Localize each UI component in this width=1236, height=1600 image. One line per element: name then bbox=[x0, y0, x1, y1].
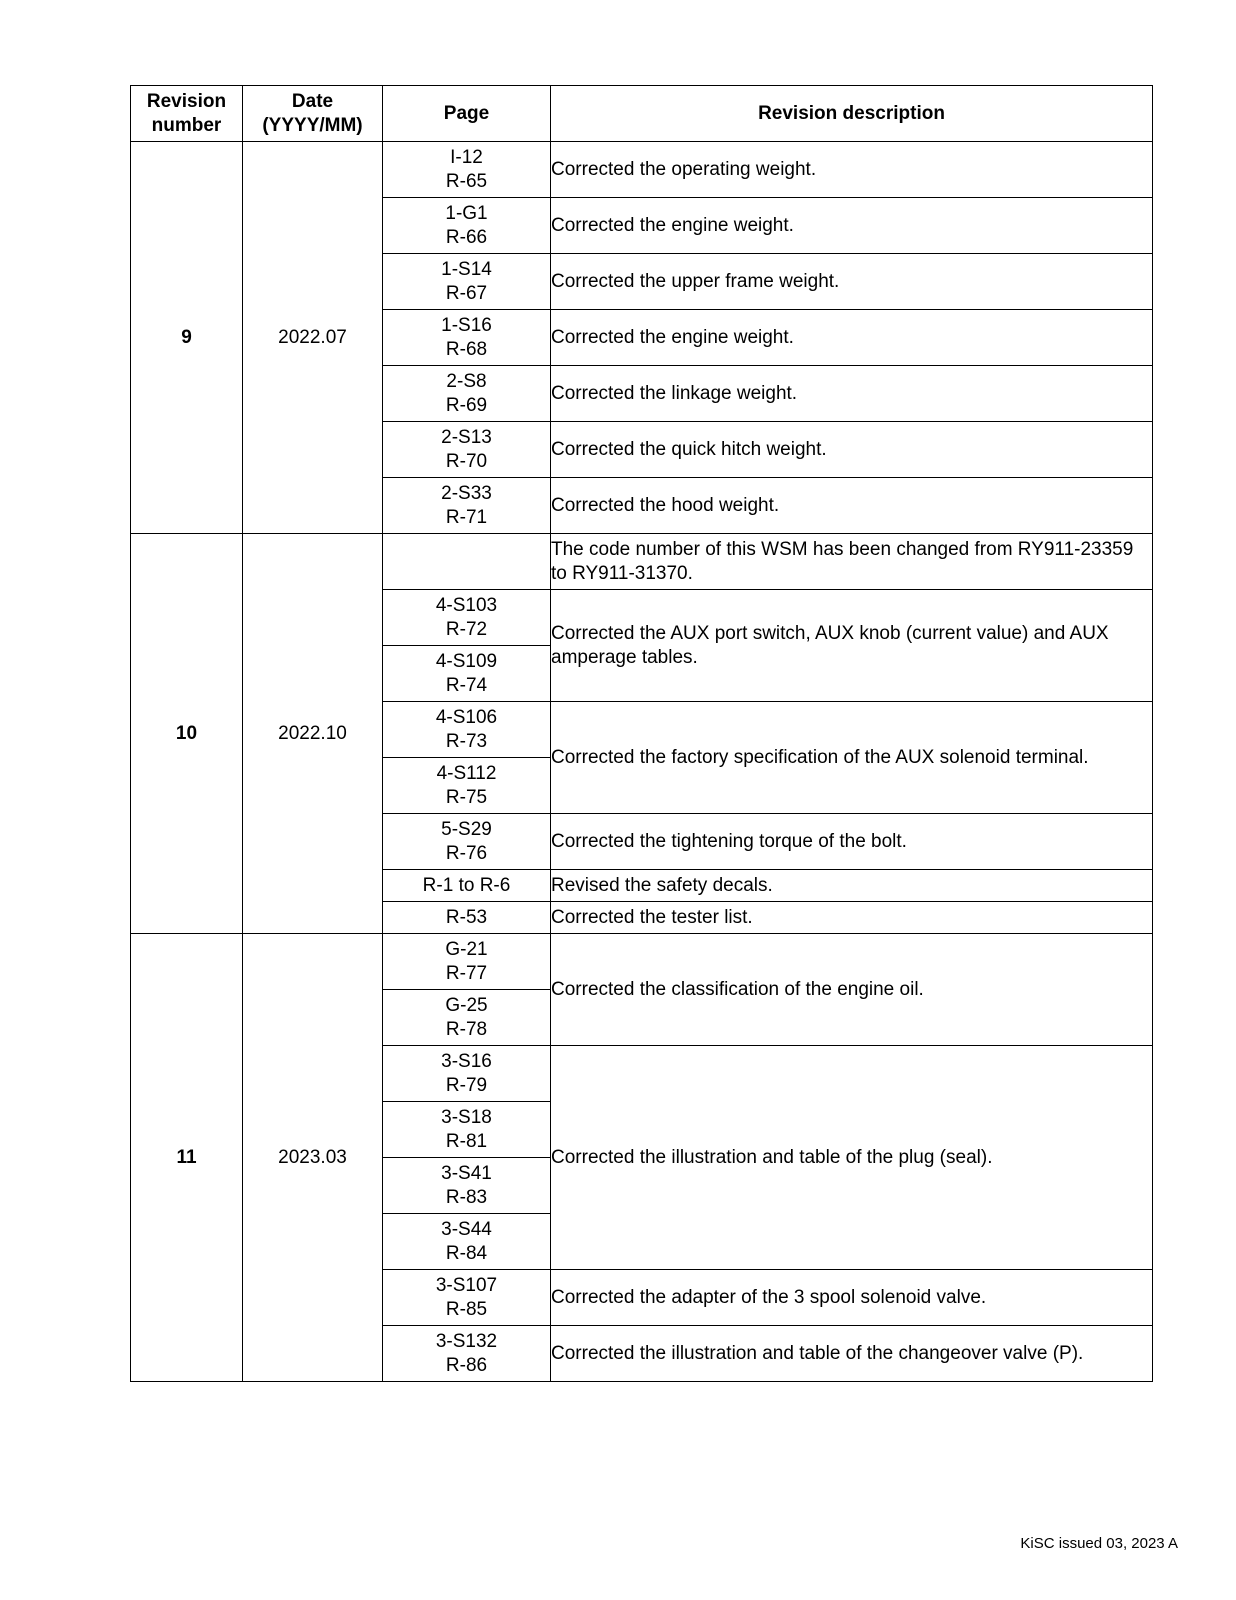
revision-description: Corrected the engine weight. bbox=[551, 310, 1153, 366]
page-reference: 4-S103 R-72 bbox=[383, 590, 551, 646]
revision-description: Corrected the illustration and table of the plug (seal). bbox=[551, 1046, 1153, 1270]
table-body bbox=[131, 142, 1153, 1382]
revision-number: 9 bbox=[131, 142, 243, 534]
revision-description: The code number of this WSM has been changed from RY911-23359 to RY911-31370. bbox=[551, 534, 1153, 590]
page-reference: 5-S29 R-76 bbox=[383, 814, 551, 870]
header-date-line2: (YYYY/MM) bbox=[262, 114, 363, 136]
revision-description: Revised the safety decals. bbox=[551, 870, 1153, 902]
table-row bbox=[131, 142, 1153, 198]
header-date bbox=[243, 86, 383, 142]
revision-number: 10 bbox=[131, 534, 243, 934]
page-reference: 2-S13 R-70 bbox=[383, 422, 551, 478]
page-reference: 2-S33 R-71 bbox=[383, 478, 551, 534]
revision-description: Corrected the classification of the engine oil. bbox=[551, 934, 1153, 1046]
header-revision-line2: number bbox=[151, 114, 222, 136]
header-page: Page bbox=[383, 86, 551, 142]
header-revision-line1: Revision bbox=[146, 90, 227, 112]
page-reference: 4-S112 R-75 bbox=[383, 758, 551, 814]
page-reference: 3-S132 R-86 bbox=[383, 1326, 551, 1382]
revision-description: Corrected the factory specification of the AUX solenoid terminal. bbox=[551, 702, 1153, 814]
page-reference: G-21 R-77 bbox=[383, 934, 551, 990]
header-date-line1: Date bbox=[291, 90, 334, 112]
revision-description: Corrected the upper frame weight. bbox=[551, 254, 1153, 310]
revision-description: Corrected the tightening torque of the bolt. bbox=[551, 814, 1153, 870]
revision-date: 2022.07 bbox=[243, 142, 383, 534]
page-reference: 1-S14 R-67 bbox=[383, 254, 551, 310]
revision-description: Corrected the illustration and table of the changeover valve (P). bbox=[551, 1326, 1153, 1382]
page-reference: 1-G1 R-66 bbox=[383, 198, 551, 254]
header-description: Revision description bbox=[551, 86, 1153, 142]
page-reference: 3-S41 R-83 bbox=[383, 1158, 551, 1214]
revision-description: Corrected the operating weight. bbox=[551, 142, 1153, 198]
header-revision-number bbox=[131, 86, 243, 142]
page-reference: 3-S44 R-84 bbox=[383, 1214, 551, 1270]
revision-date: 2023.03 bbox=[243, 934, 383, 1382]
page-reference: 3-S107 R-85 bbox=[383, 1270, 551, 1326]
revision-description: Corrected the quick hitch weight. bbox=[551, 422, 1153, 478]
page-reference: 4-S109 R-74 bbox=[383, 646, 551, 702]
page-reference: 1-S16 R-68 bbox=[383, 310, 551, 366]
revision-table bbox=[130, 85, 1153, 1382]
header-row bbox=[131, 86, 1153, 142]
revision-number: 11 bbox=[131, 934, 243, 1382]
revision-date: 2022.10 bbox=[243, 534, 383, 934]
page-reference: 3-S18 R-81 bbox=[383, 1102, 551, 1158]
page-reference: R-1 to R-6 bbox=[383, 870, 551, 902]
revision-description: Corrected the hood weight. bbox=[551, 478, 1153, 534]
revision-description: Corrected the tester list. bbox=[551, 902, 1153, 934]
page-reference: 4-S106 R-73 bbox=[383, 702, 551, 758]
revision-description: Corrected the AUX port switch, AUX knob (current value) and AUX amperage tables. bbox=[551, 590, 1153, 702]
page-reference: G-25 R-78 bbox=[383, 990, 551, 1046]
page-reference: R-53 bbox=[383, 902, 551, 934]
page-reference: 3-S16 R-79 bbox=[383, 1046, 551, 1102]
page-reference bbox=[383, 534, 551, 590]
page-reference: I-12 R-65 bbox=[383, 142, 551, 198]
table-row bbox=[131, 934, 1153, 990]
revision-description: Corrected the adapter of the 3 spool solenoid valve. bbox=[551, 1270, 1153, 1326]
page-reference: 2-S8 R-69 bbox=[383, 366, 551, 422]
revision-description: Corrected the engine weight. bbox=[551, 198, 1153, 254]
table-row bbox=[131, 534, 1153, 590]
footer-issue-note: KiSC issued 03, 2023 A bbox=[1020, 1535, 1178, 1552]
revision-description: Corrected the linkage weight. bbox=[551, 366, 1153, 422]
